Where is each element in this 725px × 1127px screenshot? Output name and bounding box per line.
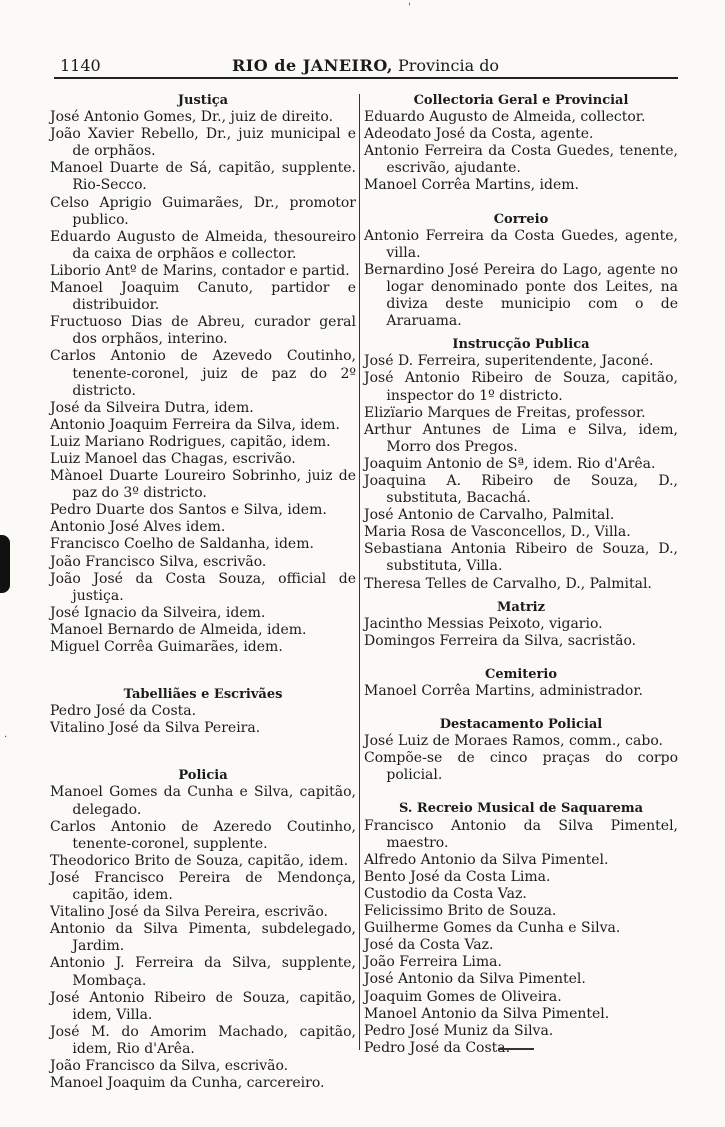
entry: Antonio Ferreira da Costa Guedes, tenente, escrivão, ajudante. — [364, 143, 678, 177]
section-title-cemiterio: Cemiterio — [484, 666, 558, 682]
left-column — [50, 92, 356, 1092]
entry: Eduardo Augusto de Almeida, thesoureiro da caixa de orphãos e collector. — [50, 228, 356, 262]
spacer — [364, 784, 678, 800]
entry: Joaquim Antonio de Sª, idem. Rio d'Arêa. — [364, 455, 656, 472]
entry: José M. do Amorim Machado, capitão, idem, Rio d'Arêa. — [50, 1023, 356, 1057]
entry: Compõe-se de cinco praças do corpo policial. — [364, 750, 678, 784]
entry: José D. Ferreira, superitendente, Jaconé. — [364, 353, 654, 370]
entry: José Francisco Pereira de Mendonça, capitão, idem. — [50, 869, 356, 904]
ink-blot — [0, 535, 10, 593]
entry: Sebastiana Antonia Ribeiro de Souza, D., substituta, Villa. — [364, 541, 678, 575]
entry: Manoel Gomes da Cunha e Silva, capitão, delegado. — [50, 784, 356, 818]
entry: José Antonio Ribeiro de Souza, capitão, idem, Villa. — [50, 989, 356, 1023]
entry: Antonio da Silva Pimenta, subdelegado, Jardim. — [50, 921, 356, 955]
entry: Bento José da Costa Lima. — [364, 868, 551, 885]
column-divider — [359, 94, 360, 1050]
page-number: 1140 — [60, 56, 101, 75]
spacer — [364, 700, 678, 716]
entry: Pedro Duarte dos Santos e Silva, idem. — [50, 502, 327, 519]
entry: Antonio José Alves idem. — [50, 519, 226, 536]
entry: Antonio Joaquim Ferreira da Silva, idem. — [50, 416, 340, 433]
section-title-matriz: Matriz — [497, 599, 545, 615]
entry: Vitalino José da Silva Pereira. — [50, 720, 261, 737]
end-dash — [498, 1048, 534, 1050]
section-title-correio: Correio — [493, 211, 549, 227]
spacer — [364, 650, 678, 666]
running-title-rest: Provincia do — [392, 56, 500, 75]
entry: Manoel Duarte de Sá, capitão, supplente. Rio-Secco. — [50, 160, 356, 194]
entry: Luiz Manoel das Chagas, escrivão. — [50, 450, 296, 467]
entry: Bernardino José Pereira do Lago, agente no logar denominado ponte dos Leites, na diviza deste municipio com o de Araruama. — [364, 261, 678, 330]
entry: João Francisco da Silva, escrivão. — [50, 1057, 289, 1074]
header-rule — [54, 77, 678, 79]
entry: José da Silveira Dutra, idem. — [50, 399, 254, 416]
entry: Manoel Joaquim da Cunha, carcereiro. — [50, 1075, 325, 1092]
entry: Carlos Antonio de Azeredo Coutinho, tenente-coronel, supplente. — [50, 818, 356, 852]
entry: Elizïario Marques de Freitas, professor. — [364, 404, 646, 421]
entry: Luiz Mariano Rodrigues, capitão, idem. — [50, 433, 331, 450]
running-title-bold: RIO de JANEIRO, — [232, 56, 393, 75]
entry: Jacintho Messias Peixoto, vigario. — [364, 615, 603, 632]
entry: João Ferreira Lima. — [364, 954, 502, 971]
entry: João José da Costa Souza, official de justiça. — [50, 570, 356, 604]
entry: José Antonio da Silva Pimentel. — [364, 971, 586, 988]
entry: Eduardo Augusto de Almeida, collector. — [364, 109, 646, 126]
section-title-destacamento: Destacamento Policial — [439, 717, 603, 733]
entry: Liborio Antº de Marins, contador e partid. — [50, 262, 350, 279]
entry: Alfredo Antonio da Silva Pimentel. — [364, 851, 609, 868]
entry: Custodio da Costa Vaz. — [364, 885, 527, 902]
entry: Pedro José Muniz da Silva. — [364, 1022, 554, 1039]
entry: João Francisco Silva, escrivão. — [50, 553, 267, 570]
entry: Manoel Bernardo de Almeida, idem. — [50, 621, 307, 638]
section-title-recreio-musical: S. Recreio Musical de Saquarema — [398, 801, 644, 817]
section-title-justica: Justiça — [177, 93, 229, 108]
entry: José da Costa Vaz. — [364, 937, 494, 954]
entry: Manoel Corrêa Martins, idem. — [364, 177, 579, 194]
section-title-tabelliaes: Tabelliães e Escrivães — [123, 687, 283, 703]
entry: Manoel Antonio da Silva Pimentel. — [364, 1005, 610, 1022]
entry: Theresa Telles de Carvalho, D., Palmital. — [364, 575, 652, 592]
entry: Joaquina A. Ribeiro de Souza, D., substituta, Bacachá. — [364, 472, 678, 507]
entry: Miguel Corrêa Guimarães, idem. — [50, 639, 283, 655]
right-column — [364, 92, 678, 1057]
entry: José Antonio de Carvalho, Palmital. — [364, 507, 615, 524]
entry: Vitalino José da Silva Pereira, escrivão. — [50, 904, 328, 921]
entry: Francisco Antonio da Silva Pimentel, maestro. — [364, 817, 678, 851]
entry: Joaquim Gomes de Oliveira. — [364, 988, 562, 1005]
running-title — [232, 56, 499, 75]
entry: Guilherme Gomes da Cunha e Silva. — [364, 920, 621, 937]
entry: Arthur Antunes de Lima e Silva, idem, Morro dos Pregos. — [364, 421, 678, 455]
entry: José Antonio Gomes, Dr., juiz de direito. — [50, 109, 334, 126]
entry: José Ignacio da Silveira, idem. — [50, 604, 266, 621]
entry: Domingos Ferreira da Silva, sacristão. — [364, 632, 637, 649]
entry: José Antonio Ribeiro de Souza, capitão, inspector do 1º districto. — [364, 370, 678, 404]
entry: Pedro José da Costa. — [50, 703, 197, 720]
section-title-collectoria: Collectoria Geral e Provincial — [413, 93, 629, 108]
entry: Theodorico Brito de Souza, capitão, idem. — [50, 852, 349, 869]
entry: Adeodato José da Costa, agente. — [364, 126, 594, 143]
spacer — [50, 656, 356, 686]
section-title-policia: Policia — [178, 768, 228, 784]
spacer — [50, 737, 356, 767]
section-title-instruccao: Instrucção Publica — [452, 337, 590, 353]
entry: Antonio Ferreira da Costa Guedes, agente, villa. — [364, 227, 678, 261]
entry: Carlos Antonio de Azevedo Coutinho, tenente-coronel, juiz de paz do 2º districto. — [50, 348, 356, 399]
entry: Maria Rosa de Vasconcellos, D., Villa. — [364, 524, 631, 541]
entry: Pedro José da Costa. — [364, 1039, 511, 1056]
entry: João Xavier Rebello, Dr., juiz municipal e de orphãos. — [50, 126, 356, 160]
entry: Celso Aprigio Guimarães, Dr., promotor publico. — [50, 194, 356, 228]
entry: José Luiz de Moraes Ramos, comm., cabo. — [364, 733, 663, 750]
page-header — [60, 56, 680, 78]
entry: Manoel Corrêa Martins, administrador. — [364, 683, 643, 699]
entry: Mànoel Duarte Loureiro Sobrinho, juiz de paz do 3º districto. — [50, 468, 356, 502]
speck-mark: · — [4, 732, 8, 743]
entry: Francisco Coelho de Saldanha, idem. — [50, 536, 314, 553]
entry: Fructuoso Dias de Abreu, curador geral dos orphãos, interino. — [50, 314, 356, 348]
entry: Antonio J. Ferreira da Silva, supplente, Mombaça. — [50, 955, 356, 989]
spacer — [364, 195, 678, 211]
entry: Felicissimo Brito de Souza. — [364, 903, 557, 920]
entry: Manoel Joaquim Canuto, partidor e distribuidor. — [50, 280, 356, 314]
speck-mark: ' — [408, 2, 411, 13]
